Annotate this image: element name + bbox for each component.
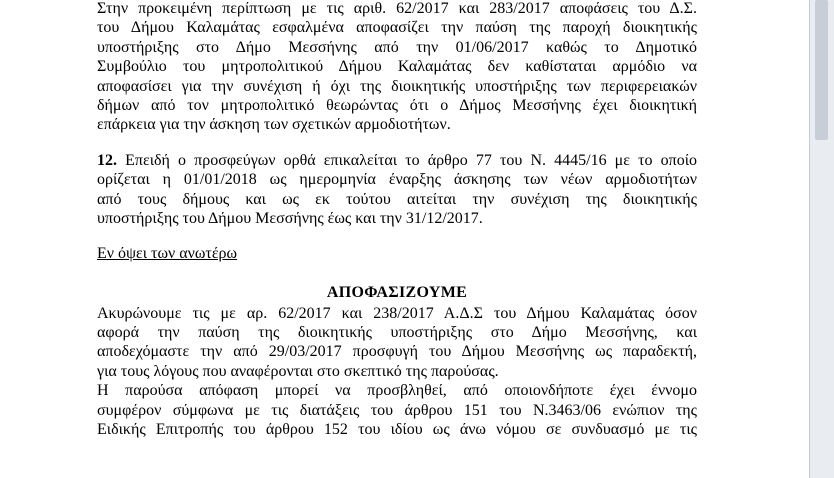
appeal-paragraph (97, 381, 697, 439)
text-line: από τους δήμους και ως εκ τούτου αιτείται την συνέχιση της διοικητικής (97, 190, 697, 208)
text-line: υποστήριξης στο Δήμο Μεσσήνης από την 01/06/2017 καθώς το Δημοτικό (97, 38, 697, 56)
vertical-scrollbar[interactable] (809, 0, 834, 478)
text-line: υποστήριξης του Δήμου Μεσσήνης έως και την 31/12/2017. (97, 209, 483, 227)
text-line: Η παρούσα απόφαση μπορεί να προσβληθεί, από οποιονδήποτε έχει έννομο (97, 382, 697, 400)
document-text (97, 0, 697, 439)
text-line: συμφέρον σύμφωνα με τις διατάξεις του άρθρου 151 του Ν.3463/06 ενώπιον της (97, 401, 697, 419)
paragraph-number: 12. (97, 151, 117, 169)
text-line: ορίζεται η 01/01/2018 ως ημερομηνία έναρξης άσκησης των νέων αρμοδιοτήτων (97, 171, 697, 189)
paragraph-12-first-line: Επειδή ο προσφεύγων ορθά επικαλείται το άρθρο 77 του Ν. 4445/16 με το οποίο (125, 151, 697, 169)
paragraph-intro (97, 0, 697, 135)
text-line: αποδεχόμαστε την από 29/03/2017 προσφυγή του Δήμου Μεσσήνης ως παραδεκτή, (97, 343, 697, 361)
text-line: Στην προκειμένη περίπτωση με τις αριθ. 62/2017 και 283/2017 αποφάσεις του Δ.Σ. (97, 0, 697, 17)
text-line: δήμων από τον μητροπολιτικό θεωρώντας ότι ο Δήμος Μεσσήνης έχει διοικητική (97, 96, 697, 114)
text-line: Ακυρώνουμε τις με αρ. 62/2017 και 238/2017 Α.Δ.Σ του Δήμου Καλαμάτας όσον (97, 304, 697, 322)
text-line (97, 151, 697, 170)
text-line: για τους λόγους που αναφέρονται στο σκεπτικό της παρούσας. (97, 362, 499, 380)
decision-heading: ΑΠΟΦΑΣΙΖΟΥΜΕ (326, 283, 468, 301)
scrollbar-thumb[interactable] (815, 0, 828, 140)
text-line: Συμβούλιο του μητροπολιτικού Δήμου Καλαμάτας δεν καθίσταται αρμόδιο να (97, 58, 697, 76)
text-line: επάρκεια για την άσκηση των σχετικών αρμοδιοτήτων. (97, 116, 451, 134)
decision-paragraph (97, 304, 697, 382)
text-line: αφορά την παύση της διοικητικής υποστήριξης στο Δήμο Μεσσήνης, και (97, 324, 697, 342)
paragraph-12 (97, 151, 697, 229)
in-view-label: Εν όψει των ανωτέρω (97, 245, 238, 263)
text-line: του Δήμου Καλαμάτας εσφαλμένα αποφασίζει την παύση της παροχή διοικητικής (97, 19, 697, 37)
text-line: αποφασίσει για την συνέχιση ή όχι της διοικητικής υποστήριξης των περιφερειακών (97, 77, 697, 95)
text-line: Ειδικής Επιτροπής του άρθρου 152 του ιδίου ως άνω νόμου σε συνδυασμό με τις (97, 421, 697, 439)
